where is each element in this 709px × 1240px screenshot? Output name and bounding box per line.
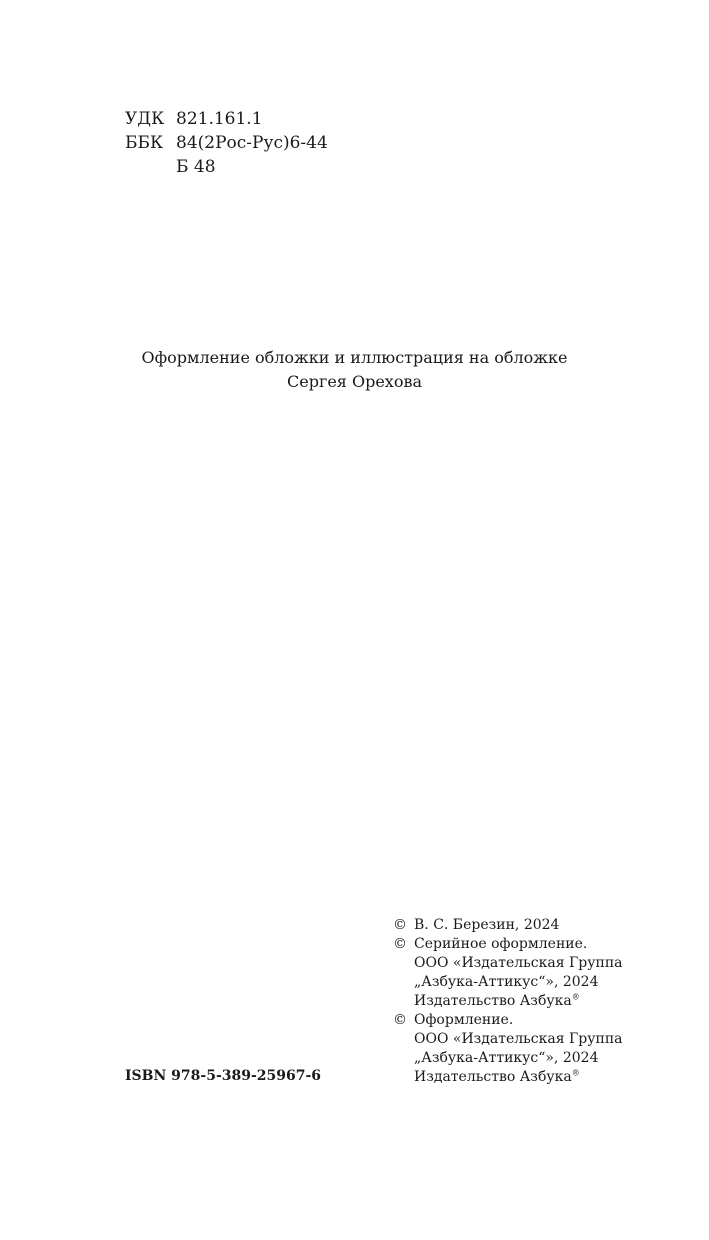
copyright-line: „Азбука-Аттикус“», 2024 <box>414 974 599 990</box>
copyright-symbol: © <box>393 936 407 952</box>
udk-row <box>125 107 328 131</box>
copyright-line: ООО «Издательская Группа <box>414 1031 623 1047</box>
author-mark-row <box>125 155 328 179</box>
copyright-symbol: © <box>393 1012 407 1028</box>
copyright-entry-lines <box>414 916 559 935</box>
bbk-value: 84(2Рос-Рус)6-44 <box>176 133 328 153</box>
publisher-name: Издательство Азбука <box>414 993 572 1009</box>
copyright-entry-design <box>393 1011 623 1087</box>
classification-block <box>125 107 328 179</box>
copyright-publisher-line <box>414 1068 623 1087</box>
cover-credits <box>0 346 709 394</box>
copyright-line: ООО «Издательская Группа <box>414 955 623 971</box>
copyright-author-line: В. С. Березин, 2024 <box>414 917 560 933</box>
registered-mark: ® <box>571 992 580 1002</box>
cover-credits-line-1: Оформление обложки и иллюстрация на обложке <box>141 348 568 367</box>
copyright-publisher-line <box>414 992 623 1011</box>
publisher-name: Издательство Азбука <box>414 1069 572 1085</box>
udk-value: 821.161.1 <box>176 109 263 129</box>
cover-credits-line-2: Сергея Орехова <box>286 372 422 391</box>
author-mark: Б 48 <box>176 157 216 177</box>
udk-label: УДК <box>125 109 165 129</box>
registered-mark: ® <box>571 1068 580 1078</box>
copyright-entry-lines <box>414 1011 623 1087</box>
isbn: ISBN 978-5-389-25967-6 <box>125 1068 322 1084</box>
bbk-label: ББК <box>125 133 164 153</box>
copyright-symbol: © <box>393 917 407 933</box>
copyright-entry-series-design <box>393 935 623 1011</box>
copyright-line: Оформление. <box>414 1012 514 1028</box>
copyright-entry-author <box>393 916 623 935</box>
copyright-entry-lines <box>414 935 623 1011</box>
copyright-block <box>393 916 623 1087</box>
bbk-row <box>125 131 328 155</box>
copyright-line: Серийное оформление. <box>414 936 588 952</box>
copyright-line: „Азбука-Аттикус“», 2024 <box>414 1050 599 1066</box>
